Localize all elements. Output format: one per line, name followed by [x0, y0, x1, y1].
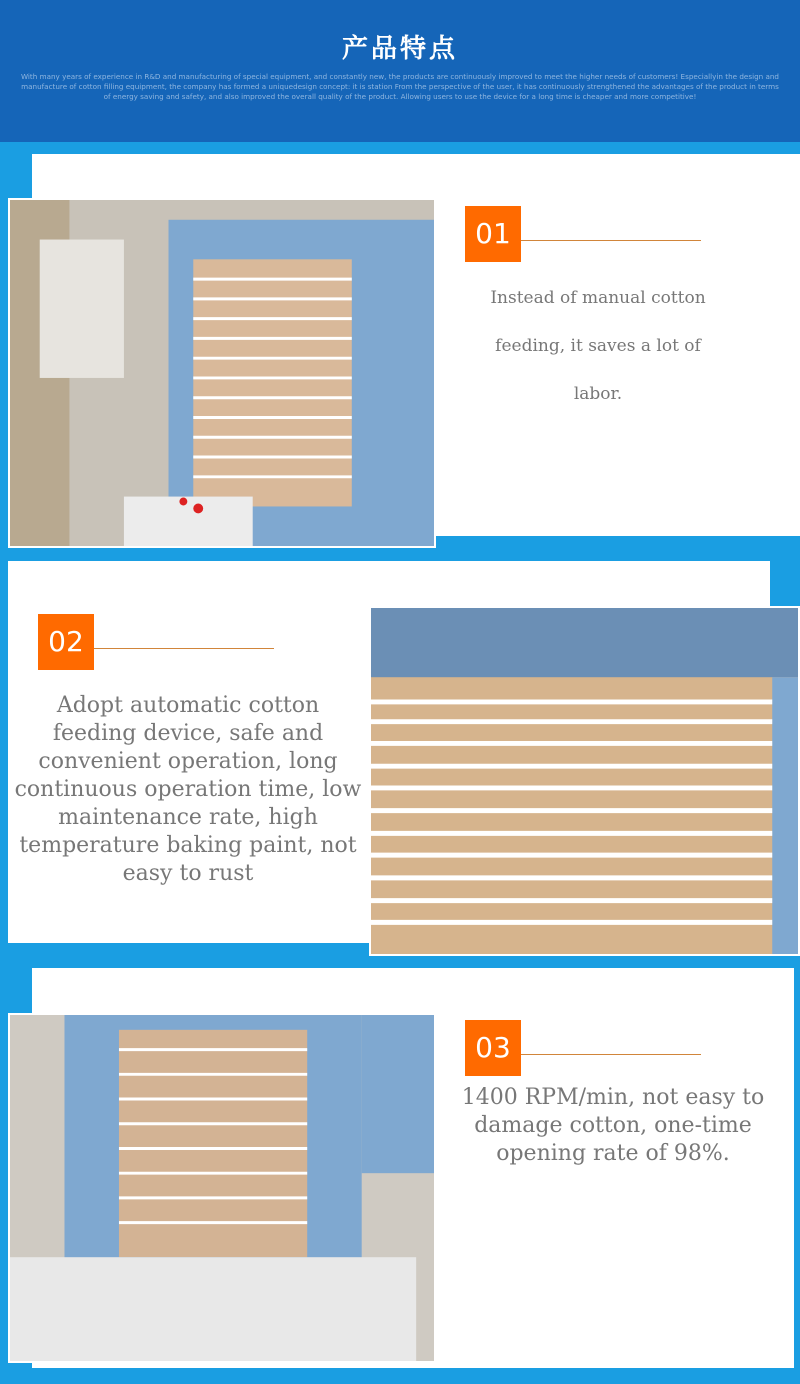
feature-number-1: 01 [465, 206, 521, 262]
feature-photo-1 [8, 198, 436, 548]
header-banner [0, 0, 800, 142]
feature-photo-3 [8, 1013, 436, 1363]
page-title: 产品特点 [341, 34, 458, 64]
feature-number-2: 02 [38, 614, 94, 670]
feature-text-2: Adopt automatic cotton feeding device, safe and convenient operation, long continuous operation time, low maintenance rate, high temperature baking paint, not easy to rust [14, 693, 362, 886]
feature-photo-2 [369, 606, 800, 956]
divider-line [94, 648, 274, 649]
divider-line [521, 240, 701, 241]
feature-number-3: 03 [465, 1020, 521, 1076]
page-subtitle: With many years of experience in R&D and manufacturing of special equipment, and constantly new, the products are continuously improved to meet the higher needs of customers! Especiallyin the design and manufacture of cotton filling equipment, the company has formed a uniquedesign concept: it is station From the perspective of the user, it has continuously strengthened the advantages of the product in terms of energy saving and safety, and also improved the overall quality of the product. Allowing users to use the device for a long time is cheaper and more competitive! [20, 72, 779, 101]
feature-text-3: 1400 RPM/min, not easy to damage cotton, one-time opening rate of 98%. [461, 1085, 765, 1166]
feature-text-1: Instead of manual cotton feeding, it saves a lot of labor. [490, 288, 706, 404]
divider-line [521, 1054, 701, 1055]
